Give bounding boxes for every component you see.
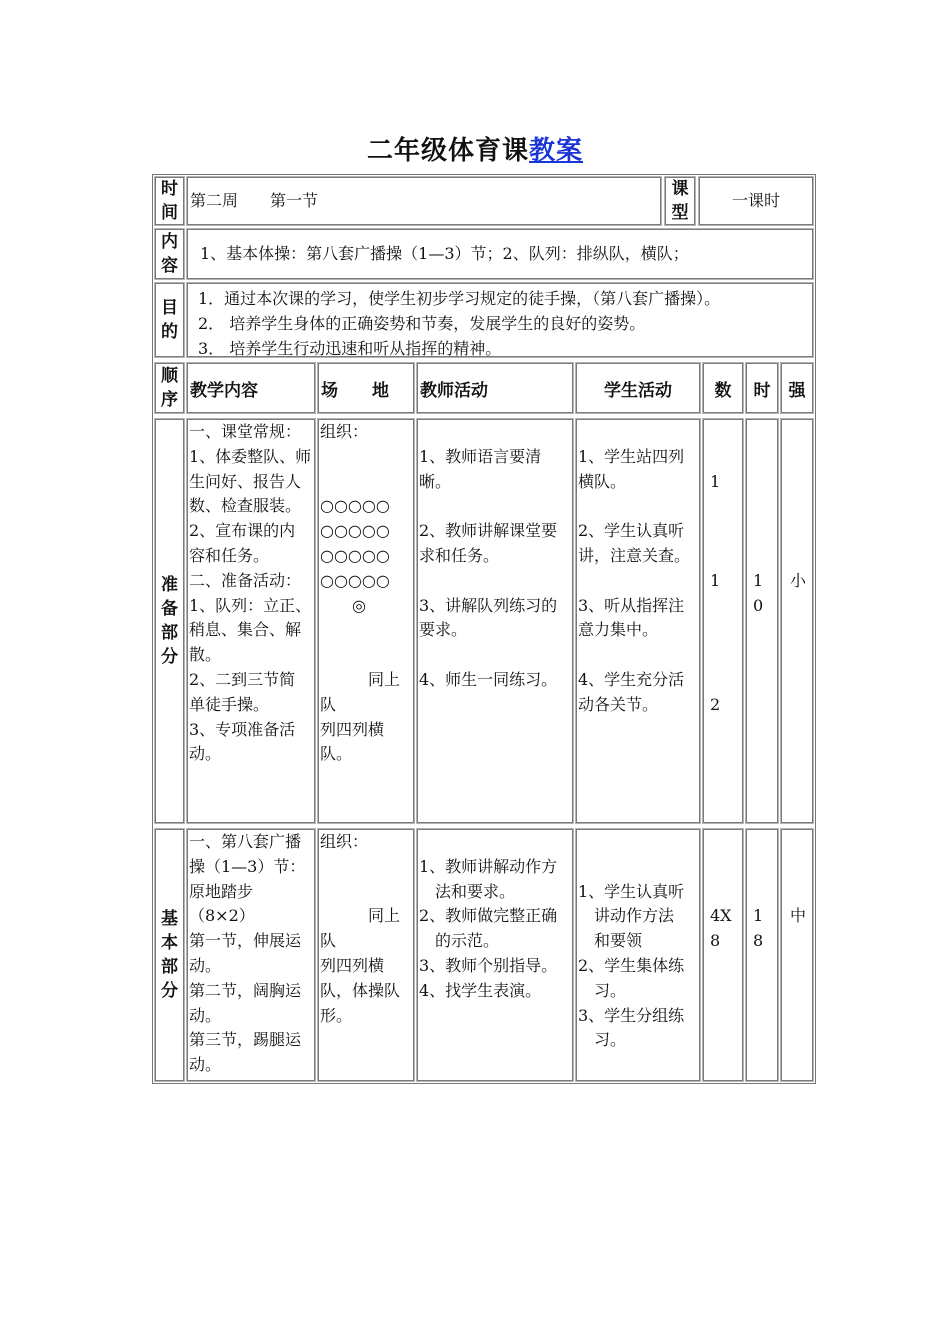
goal-item: 1．通过本次课的学习，使学生初步学习规定的徒手操，（第八套广播操）。 [198,289,721,308]
section-content: 一、第八套广播 操（1—3）节： 原地踏步 （8×2） 第一节，伸展运 动。 第二节，阔胸运 动。 第三节，踢腿运 动。 [186,828,316,1082]
time-label: 时 间 [154,176,185,226]
col-content-header: 教学内容 [186,362,316,414]
page-title [0,130,950,167]
section-intensity: 中 [780,828,814,1082]
section-time: 1 8 [745,828,779,1082]
section-label: 准 备 部 分 [154,418,185,824]
goal-item: 2． 培养学生身体的正确姿势和节奏，发展学生的良好的姿势。 [198,313,646,333]
goal-label: 目 的 [154,282,185,358]
section-student: 1、学生认真听 讲动作方法 和要领 2、学生集体练 习。 3、学生分组练 习。 [575,828,701,1082]
section-venue: 组织： ○○○○○ ○○○○○ ○○○○○ ○○○○○ ◎ 同上队 列四列横 队。 [317,418,415,824]
section-student: 1、学生站四列 横队。 2、学生认真听 讲，注意关查。 3、听从指挥注 意力集中。 4、学生充分活 动各关节。 [575,418,701,824]
section-time: 1 0 [745,418,779,824]
col-teacher-header: 教师活动 [416,362,574,414]
col-order-header: 顺 序 [154,362,185,414]
section-label: 基 本 部 分 [154,828,185,1082]
col-student-header: 学生活动 [575,362,701,414]
col-venue-header: 场 地 [317,362,415,414]
goal-item: 3． 培养学生行动迅速和听从指挥的精神。 [198,338,502,358]
section-content: 一、课堂常规： 1、体委整队、师 生问好、报告人 数、检查服装。 2、宣布课的内 容和任务。 二、准备活动： 1、队列：立正、 稍息、集合、解 散。 2、二到三节简 单徒手操。 3、专项准备活 动。 [186,418,316,824]
section-count: 1 1 2 [702,418,744,824]
time-value: 第二周 第一节 [186,176,662,226]
col-intensity-header: 强 [780,362,814,414]
section-count: 4X 8 [702,828,744,1082]
section-intensity: 小 [780,418,814,824]
section-venue: 组织： 同上队 列四列横 队，体操队 形。 [317,828,415,1082]
goal-list [186,282,814,358]
content-value: 1、基本体操：第八套广播操（1—3）节；2、队列：排纵队，横队； [186,228,814,280]
title-link[interactable]: 教案 [529,136,584,166]
content-label: 内 容 [154,228,185,280]
type-label: 课 型 [664,176,696,226]
col-time-header: 时 [745,362,779,414]
section-teacher: 1、教师讲解动作方 法和要求。 2、教师做完整正确 的示范。 3、教师个别指导。 4、找学生表演。 [416,828,574,1082]
title-main: 二年级体育课 [366,136,529,166]
col-count-header: 数 [702,362,744,414]
section-teacher: 1、教师语言要清 晰。 2、教师讲解课堂要 求和任务。 3、讲解队列练习的 要求。 4、师生一同练习。 [416,418,574,824]
type-value: 一课时 [698,176,814,226]
